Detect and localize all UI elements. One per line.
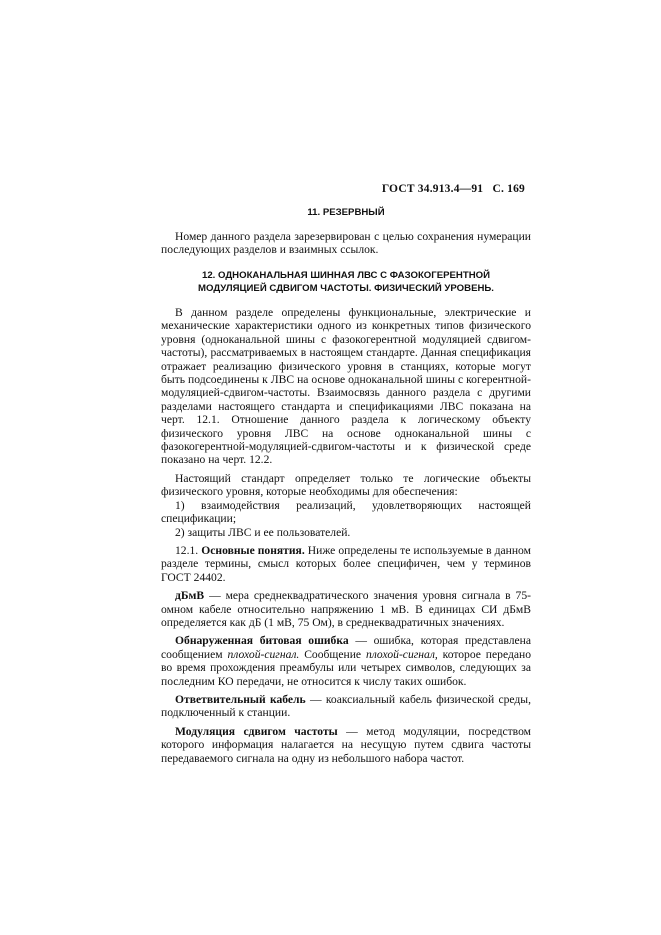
page-number: С. 169 bbox=[492, 183, 525, 195]
document-code: ГОСТ 34.913.4—91 bbox=[381, 183, 484, 195]
subsection-title: Основные понятия. bbox=[201, 543, 305, 557]
section-12-title: 12. ОДНОКАНАЛЬНАЯ ШИННАЯ ЛВС С ФАЗОКОГЕРЕНТНОЙ МОДУЛЯЦИЕЙ СДВИГОМ ЧАСТОТЫ. ФИЗИЧЕСКИЙ УРОВЕНЬ. bbox=[198, 270, 494, 294]
definition-bit-error: Обнаруженная битовая ошибка — ошибка, которая представлена сообщением плохой-сигнал. Сообщение плохой-сигнал, которое передано во время прохождения преамбулы или четырех символов, следующих за последним КО передачи, не относится к числу таких ошибок. bbox=[161, 634, 531, 688]
subsection-12-1: 12.1. Основные понятия. Ниже определены те используемые в данном разделе термины, смысл которых более специфичен, чем у терминов ГОСТ 24402. bbox=[161, 543, 531, 584]
definition-drop-cable: Ответвительный кабель — коаксиальный кабель физической среды, подключенный к станции. bbox=[161, 692, 531, 720]
definition-fsk: Модуляция сдвигом частоты — метод модуляции, посредством которого информация налагается на несущую путем сдвига частоты передаваемого сигнала на одну из небольшого набора частот. bbox=[161, 724, 531, 765]
page-header bbox=[382, 183, 525, 195]
list-item: 2) защиты ЛВС и ее пользователей. bbox=[175, 525, 351, 539]
section-11-text: Номер данного раздела зарезервирован с целью сохранения нумерации последующих разделов и взаимных ссылок. bbox=[161, 230, 531, 257]
requirements-list bbox=[161, 499, 531, 539]
definition-dbmv: дБмВ — мера среднеквадратического значения уровня сигнала в 75-омном кабеле относительно напряжению 1 мВ. В единицах СИ дБмВ определяется как дБ (1 мВ, 75 Ом), в среднеквадратичных значениях. bbox=[161, 589, 531, 629]
paragraph-scope: Настоящий стандарт определяет только те логические объекты физического уровня, которые необходимы для обеспечения: bbox=[161, 471, 531, 499]
list-item: 1) взаимодействия реализаций, удовлетворяющих настоящей спецификации; bbox=[161, 498, 531, 526]
paragraph-intro: В данном разделе определены функциональные, электрические и механические характеристики одного из конкретных типов физического уровня (одноканальной шины с фазокогерентной модуляцией сдвигом-частоты), рассматриваемых в настоящем стандарте. Данная спецификация отражает реализацию физического уровня в станциях, которые могут быть подсоединены к ЛВС на основе одноканальной шины с когерентной-модуляцией-сдвигом-частоты. Взаимосвязь данного раздела с другими разделами настоящего стандарта и спецификациями ЛВС показана на черт. 12.1. Отношение данного раздела к логическому объекту физического уровня ЛВС на основе одноканальной шины с фазокогерентной-модуляцией-сдвигом-частоты и к физической среде показано на черт. 12.2. bbox=[161, 306, 531, 467]
section-11-title: 11. РЕЗЕРВНЫЙ bbox=[307, 207, 385, 218]
section-12-body bbox=[161, 306, 531, 765]
